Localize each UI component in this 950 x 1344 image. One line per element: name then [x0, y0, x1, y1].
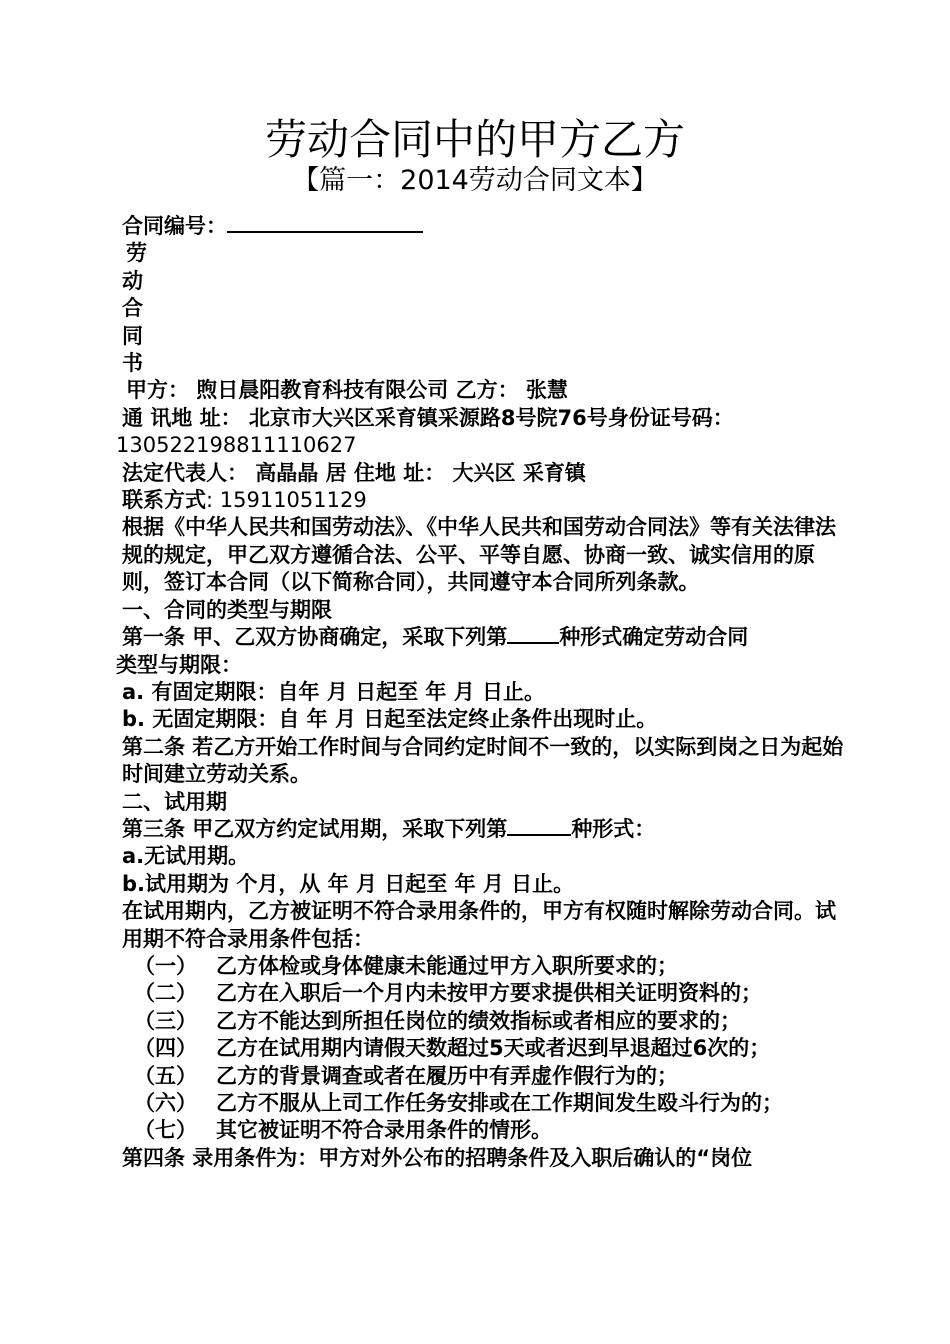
- vertical-title-char: 动: [122, 268, 143, 293]
- vertical-title-char: 同: [122, 323, 143, 348]
- condition-tag: （三）: [134, 1008, 197, 1033]
- document-subtitle: 【篇一：2014劳动合同文本】: [292, 165, 658, 196]
- condition-item: [116, 953, 846, 980]
- article-3-blank: [507, 816, 571, 836]
- document-body: [116, 213, 846, 1172]
- vertical-title-char: 合: [122, 296, 143, 321]
- contact-line: [116, 487, 846, 514]
- trial-paragraph: 在试用期内，乙方被证明不符合录用条件的，甲方有权随时解除劳动合同。试用期不符合录用条件包括：: [122, 899, 836, 951]
- party-line: 甲方： 煦日晨阳教育科技有限公司 乙方： 张慧: [126, 378, 568, 403]
- condition-text: 乙方的背景调查或者在履历中有弄虚作假行为的；: [216, 1063, 678, 1088]
- option-b: b. 无固定期限：自 年 月 日起至法定终止条件出现时止。: [122, 707, 658, 732]
- condition-item: [116, 1008, 846, 1035]
- condition-tag: （一）: [134, 953, 197, 978]
- section-2-title: 二、试用期: [122, 789, 227, 814]
- article-1-line-2: 类型与期限：: [116, 652, 242, 677]
- id-number: 130522198811110627: [116, 433, 357, 458]
- document-title: 劳动合同中的甲方乙方: [264, 115, 685, 164]
- condition-text: 乙方在入职后一个月内未按甲方要求提供相关证明资料的；: [216, 981, 762, 1006]
- article-1-line-1: [116, 624, 846, 651]
- trial-option-a: a.无试用期。: [122, 844, 250, 869]
- condition-tag: （五）: [134, 1063, 197, 1088]
- condition-item: [116, 1117, 846, 1144]
- contract-number-blank: [227, 213, 423, 233]
- preamble-paragraph: 根据《中华人民共和国劳动法》、《中华人民共和国劳动合同法》等有关法律法规的规定，甲乙双方遵循合法、公平、平等自愿、协商一致、诚实信用的原则，签订本合同（以下简称合同），共同遵守本合同所列条款。: [122, 515, 836, 595]
- condition-item: [116, 1035, 846, 1062]
- conditions-list: [116, 953, 846, 1145]
- contact-label: 联系方式: [122, 488, 206, 513]
- contact-value: : 15911051129: [206, 488, 367, 513]
- article-4: 第四条 录用条件为：甲方对外公布的招聘条件及入职后确认的“岗位: [122, 1145, 753, 1170]
- condition-tag: （七）: [134, 1118, 197, 1143]
- condition-text: 乙方不能达到所担任岗位的绩效指标或者相应的要求的；: [216, 1008, 741, 1033]
- condition-tag: （二）: [134, 981, 197, 1006]
- article-1-blank: [507, 624, 559, 644]
- article-1-text-a: 第一条 甲、乙双方协商确定，采取下列第: [122, 625, 508, 650]
- option-a: a. 有固定期限：自年 月 日起至 年 月 日止。: [122, 679, 546, 704]
- condition-tag: （六）: [134, 1091, 197, 1115]
- article-3-text-b: 种形式：: [571, 816, 656, 841]
- legal-representative-line: 法定代表人： 高晶晶 居 住地 址： 大兴区 采育镇: [122, 460, 586, 485]
- condition-item: [116, 980, 846, 1007]
- condition-text: 乙方不服从上司工作任务安排或在工作期间发生殴斗行为的；: [216, 1091, 783, 1115]
- contract-number-line: [116, 213, 846, 240]
- vertical-title-char: 劳: [126, 241, 147, 266]
- article-3-text-a: 第三条 甲乙双方约定试用期，采取下列第: [122, 816, 508, 841]
- article-2: 第二条 若乙方开始工作时间与合同约定时间不一致的，以实际到岗之日为起始时间建立劳动关系。: [122, 734, 844, 787]
- condition-text: 乙方体检或身体健康未能通过甲方入职所要求的；: [216, 953, 678, 978]
- address-line: 通 讯地 址： 北京市大兴区采育镇采源路8号院76号身份证号码：: [122, 405, 734, 430]
- condition-text: 其它被证明不符合录用条件的情形。: [216, 1118, 552, 1143]
- article-3-line: [116, 816, 846, 843]
- condition-tag: （四）: [134, 1036, 197, 1061]
- condition-text: 乙方在试用期内请假天数超过5天或者迟到早退超过6次的；: [216, 1036, 771, 1061]
- article-1-text-b: 种形式确定劳动合同: [559, 625, 749, 650]
- trial-option-b: b.试用期为 个月，从 年 月 日起至 年 月 日止。: [122, 871, 575, 896]
- vertical-title-char: 书: [122, 351, 143, 376]
- condition-item: [116, 1090, 846, 1117]
- contract-number-label: 合同编号：: [122, 214, 227, 238]
- vertical-title: [116, 240, 846, 377]
- section-1-title: 一、合同的类型与期限: [122, 597, 332, 622]
- condition-item: [116, 1063, 846, 1090]
